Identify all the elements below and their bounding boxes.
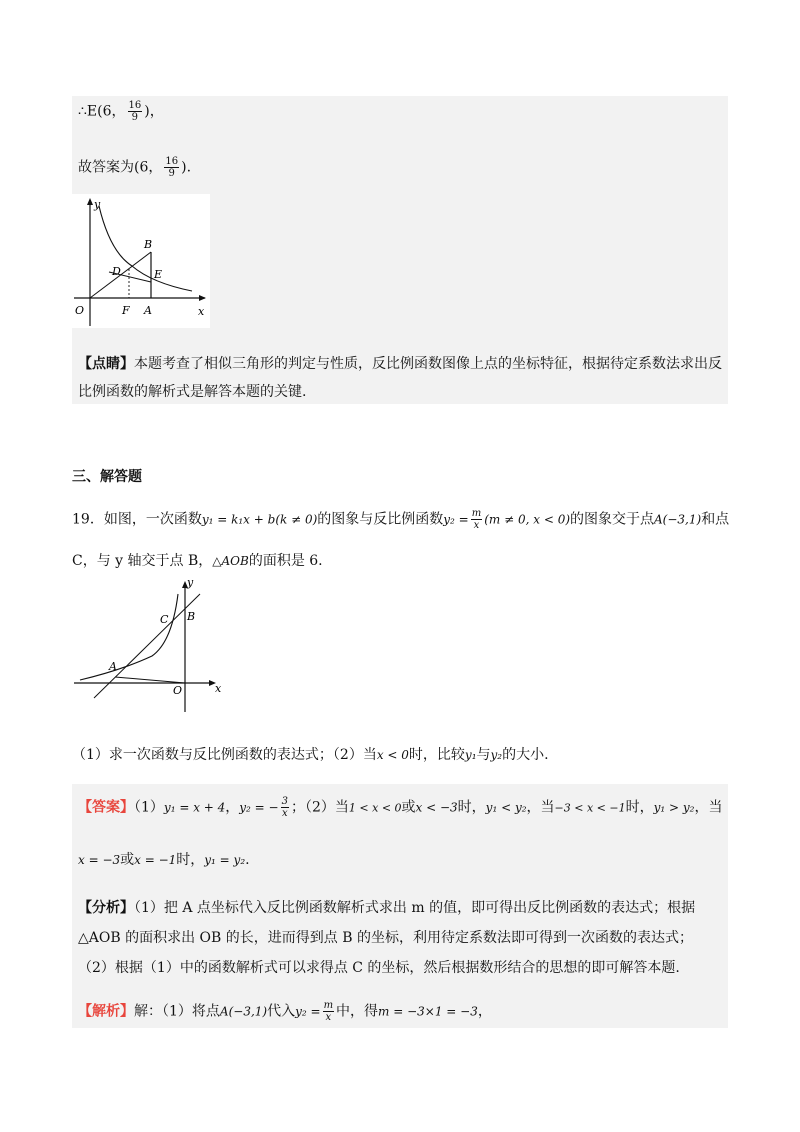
section-title: 三、解答题 bbox=[72, 469, 142, 485]
q19-line-1: 19．如图，一次函数y₁ = k₁x + b(k ≠ 0)的图象与反比例函数y₂ = $\frac{m}{x}$ (m ≠ 0, x < 0)的图象交于点A(−3,1)和点 bbox=[72, 508, 730, 531]
q19-parts: （1）求一次函数与反比例函数的表达式；（2）当x < 0时，比较y₁与y₂的大小. bbox=[72, 747, 549, 763]
line-answer-final: 故答案为(6， $\frac{16}{9}$ ). bbox=[78, 156, 192, 179]
q19-line-2: C，与 y 轴交于点 B，△AOB的面积是 6. bbox=[72, 553, 323, 569]
answer-line-1: 【答案】（1）y₁ = x + 4，y₂ = − $\frac{3}{x}$ ；（2）当1 < x < 0或x < −3时，y₁ < y₂，当−3 < x < −1时，y₁ > y₂，当 bbox=[78, 796, 723, 819]
comment-line-2: 比例函数的解析式是解答本题的关键. bbox=[78, 384, 307, 400]
label-o: O bbox=[75, 304, 85, 317]
label-x: x bbox=[198, 305, 205, 318]
fraction-m-over-x: $\frac{m}{x}$ bbox=[323, 1000, 334, 1023]
solution-line-1: 【解析】解：（1）将点A(−3,1)代入y₂ = $\frac{m}{x}$ 中，得m = −3×1 = −3， bbox=[78, 1000, 492, 1023]
label-b: B bbox=[144, 238, 153, 251]
fraction-m-over-x: $\frac{m}{x}$ bbox=[471, 508, 482, 531]
label-d: D bbox=[112, 265, 121, 278]
fraction-3-over-x: $\frac{3}{x}$ bbox=[281, 796, 288, 819]
analysis-line-2: △AOB 的面积求出 OB 的长，进而得到点 B 的坐标，利用待定系数法即可得到一次函数的表达式； bbox=[78, 930, 693, 946]
answer-line-2: x = −3或x = −1时，y₁ = y₂. bbox=[78, 852, 250, 868]
hyperbola-y2 bbox=[80, 594, 178, 680]
label-a: A bbox=[109, 660, 117, 673]
label-x: x bbox=[215, 682, 222, 695]
analysis-line-1: 【分析】（1）把 A 点坐标代入反比例函数解析式求出 m 的值，即可得出反比例函数的表达式；根据 bbox=[78, 900, 696, 916]
label-y: y bbox=[187, 576, 194, 589]
label-y: y bbox=[94, 198, 101, 211]
fraction-16-9: $\frac{16}{9}$ bbox=[128, 100, 142, 123]
label-e: E bbox=[154, 268, 163, 281]
segment-ao bbox=[115, 677, 185, 683]
label-o: O bbox=[173, 684, 183, 697]
label-a: A bbox=[144, 304, 152, 317]
comment-line-1: 【点睛】本题考查了相似三角形的判定与性质，反比例函数图像上点的坐标特征，根据待定系数法求出反 bbox=[78, 356, 722, 372]
figure-1-graph bbox=[72, 194, 210, 328]
label-f: F bbox=[122, 304, 130, 317]
figure-2-graph bbox=[72, 576, 232, 716]
line-e-coordinate: ∴E(6， $\frac{16}{9}$ )， bbox=[78, 100, 164, 123]
label-b: B bbox=[187, 610, 196, 623]
label-c: C bbox=[160, 613, 169, 626]
analysis-line-3: （2）根据（1）中的函数解析式可以求得点 C 的坐标，然后根据数形结合的思想的即可解答本题. bbox=[78, 960, 680, 976]
fraction-16-9: $\frac{16}{9}$ bbox=[165, 156, 179, 179]
